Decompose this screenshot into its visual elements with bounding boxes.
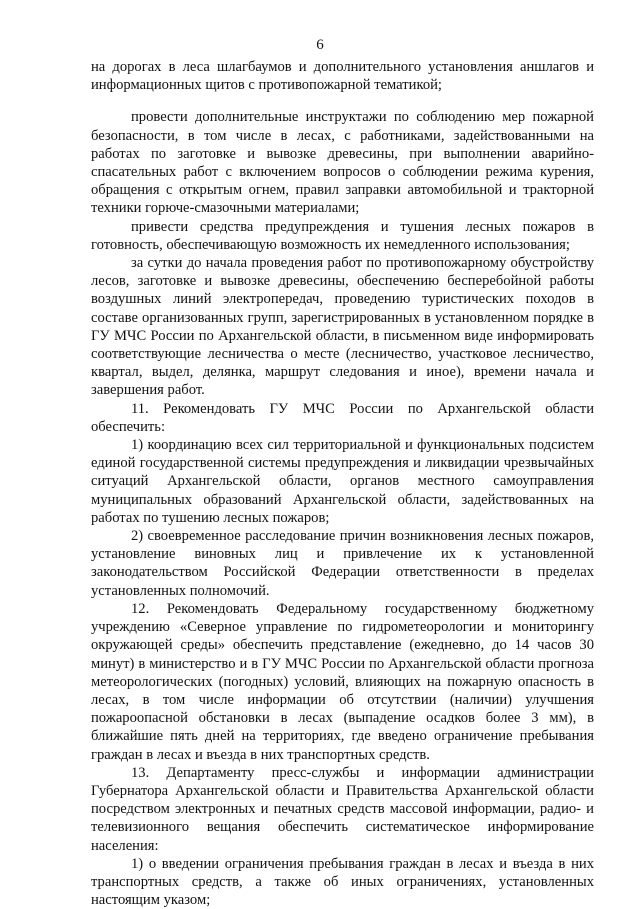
page-number: 6: [316, 37, 324, 53]
paragraph-fire-equipment: привести средства предупреждения и тушения лесных пожаров в готовность, обеспечивающую возможность их немедленного использования;: [91, 218, 594, 253]
paragraph-road-barriers: на дорогах в леса шлагбаумов и дополнительного установления аншлагов и информационных щитов с противопожарной тематикой;: [91, 59, 594, 94]
paragraph-item-13-1: 1) о введении ограничения пребывания граждан в лесах и въезда в них транспортных средств, а также об иных ограничениях, установленных настоящим указом;: [91, 855, 594, 909]
document-body: [91, 58, 594, 909]
paragraph-item-13: 13. Департаменту пресс-службы и информации администрации Губернатора Архангельской области и Правительства Архангельской области посредством электронных и печатных средств массовой информации, радио- и телевизионного вещания обеспечить систематическое информирование населения:: [91, 764, 594, 854]
paragraph-notify-forestry: за сутки до начала проведения работ по противопожарному обустройству лесов, заготовке и вывозке древесины, обеспечению бесперебойной работы воздушных линий электропередач, проведению туристических походов в составе организованных групп, зарегистрированных в установленном порядке в ГУ МЧС России по Архангельской области, в письменном виде информировать соответствующие лесничества о месте (лесничество, участковое лесничество, квартал, выдел, делянка, маршрут следования и иное), времени начала и завершения работ.: [91, 255, 594, 399]
paragraph-item-11: 11. Рекомендовать ГУ МЧС России по Архангельской области обеспечить:: [91, 400, 594, 435]
paragraph-briefings: провести дополнительные инструктажи по соблюдению мер пожарной безопасности, в том числе в лесах, с работниками, задействованными на работах по заготовке и вывозке древесины, при выполнении аварийно-спасательных работ с включением вопросов о соблюдении режима курения, обращения с открытым огнем, правил заправки автомобильной и тракторной техники горюче-смазочными материалами;: [91, 109, 594, 217]
paragraph-item-12: 12. Рекомендовать Федеральному государственному бюджетному учреждению «Северное управление по гидрометеорологии и мониторингу окружающей среды» обеспечить представление (ежедневно, до 14 часов 30 минут) в министерство и в ГУ МЧС России по Архангельской области прогноза метеорологических (погодных) условий, влияющих на пожарную опасность в лесах, в том числе информации об отсутствии (наличии) улучшения пожароопасной обстановки в лесах (выпадение осадков более 3 мм), в ближайшие пять дней на территориях, где введено ограничение пребывания граждан в лесах и въезда в них транспортных средств.: [91, 600, 594, 763]
paragraph-item-11-2: 2) своевременное расследование причин возникновения лесных пожаров, установление виновных лиц и привлечение их к установленной законодательством Российской Федерации ответственности в пределах установленных полномочий.: [91, 528, 594, 599]
paragraph-item-11-1: 1) координацию всех сил территориальной и функциональных подсистем единой государственной системы предупреждения и ликвидации чрезвычайных ситуаций Архангельской области, органов местного самоуправления муниципальных образований Архангельской области, задействованных на работах по тушению лесных пожаров;: [91, 437, 594, 526]
